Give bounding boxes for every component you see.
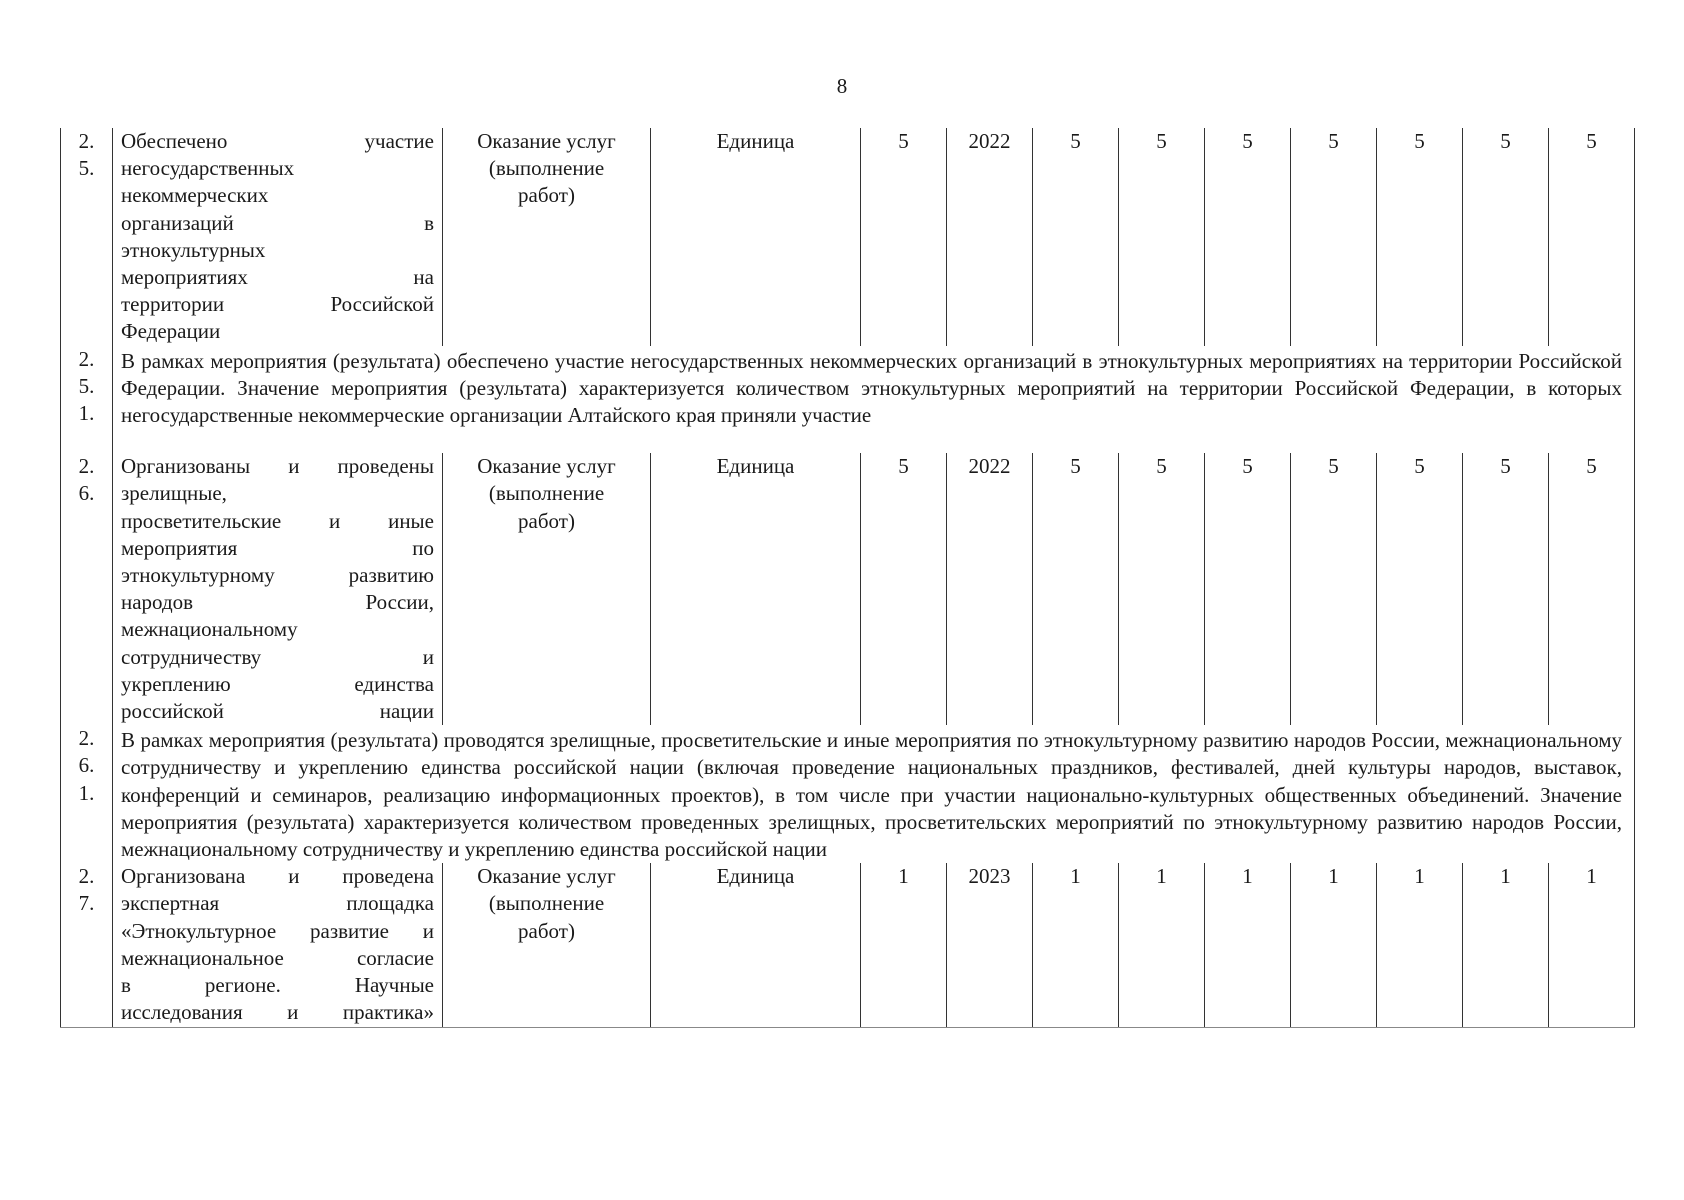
year-value: 5 — [1377, 128, 1463, 346]
year-value: 5 — [1033, 453, 1119, 725]
table-row — [61, 453, 1635, 725]
base-year: 2022 — [947, 453, 1033, 725]
year-value: 1 — [1033, 863, 1119, 1027]
row-number: 2. 7. — [61, 863, 113, 1027]
year-value: 1 — [1463, 863, 1549, 1027]
unit-of-measure: Единица — [651, 863, 861, 1027]
table-row — [61, 863, 1635, 1027]
year-value: 5 — [1033, 128, 1119, 346]
result-description: В рамках мероприятия (результата) проводятся зрелищные, просветительские и иные мероприятия по этнокультурному развитию народов России, межнациональному сотрудничеству и укреплению единства российской нации (включая проведение национальных праздников, фестивалей, дней культуры народов, выставок, конференций и семинаров, реализацию информационных проектов), в том числе при участии национально-культурных общественных объединений. Значение мероприятия (результата) характеризуется количеством проведенных зрелищных, просветительских мероприятий по этнокультурному развитию народов России, межнациональному сотрудничеству и укреплению единства российской нации — [113, 725, 1635, 863]
result-name: Организованы и проведены зрелищные, просветительские и иные мероприятия по этнокультурному развитию народов России, межнациональному сотрудничеству и укреплению единства российской нации — [113, 453, 443, 725]
result-type: Оказание услуг (выполнение работ) — [443, 863, 651, 1027]
result-type: Оказание услуг (выполнение работ) — [443, 128, 651, 346]
year-value: 5 — [1377, 453, 1463, 725]
base-year: 2023 — [947, 863, 1033, 1027]
base-value: 5 — [861, 453, 947, 725]
year-value: 1 — [1549, 863, 1635, 1027]
year-value: 1 — [1291, 863, 1377, 1027]
result-type: Оказание услуг (выполнение работ) — [443, 453, 651, 725]
year-value: 5 — [1549, 128, 1635, 346]
row-number: 2. 6. — [61, 453, 113, 725]
result-name: Организована и проведена экспертная площадка «Этнокультурное развитие и межнациональное согласие в регионе. Научные исследования и практика» — [113, 863, 443, 1027]
result-description: В рамках мероприятия (результата) обеспечено участие негосударственных некоммерческих организаций в этнокультурных мероприятиях на территории Российской Федерации. Значение мероприятия (результата) характеризуется количеством этнокультурных мероприятий на территории Российской Федерации, в которых негосударственные некоммерческие организации Алтайского края приняли участие — [113, 346, 1635, 454]
unit-of-measure: Единица — [651, 128, 861, 346]
year-value: 5 — [1463, 453, 1549, 725]
table-row — [61, 128, 1635, 346]
year-value: 5 — [1119, 453, 1205, 725]
year-value: 1 — [1377, 863, 1463, 1027]
year-value: 5 — [1291, 453, 1377, 725]
year-value: 5 — [1463, 128, 1549, 346]
table-row — [61, 346, 1635, 454]
row-number: 2. 5. 1. — [61, 346, 113, 454]
row-number: 2. 6. 1. — [61, 725, 113, 863]
year-value: 1 — [1205, 863, 1291, 1027]
year-value: 5 — [1205, 453, 1291, 725]
base-value: 1 — [861, 863, 947, 1027]
base-value: 5 — [861, 128, 947, 346]
base-year: 2022 — [947, 128, 1033, 346]
year-value: 1 — [1119, 863, 1205, 1027]
year-value: 5 — [1205, 128, 1291, 346]
results-table — [60, 128, 1635, 1028]
year-value: 5 — [1291, 128, 1377, 346]
year-value: 5 — [1119, 128, 1205, 346]
table-row — [61, 725, 1635, 863]
result-name: Обеспечено участие негосударственных некоммерческих организаций в этнокультурных мероприятиях на территории Российской Федерации — [113, 128, 443, 346]
unit-of-measure: Единица — [651, 453, 861, 725]
page-number: 8 — [836, 74, 848, 98]
row-number: 2. 5. — [61, 128, 113, 346]
year-value: 5 — [1549, 453, 1635, 725]
